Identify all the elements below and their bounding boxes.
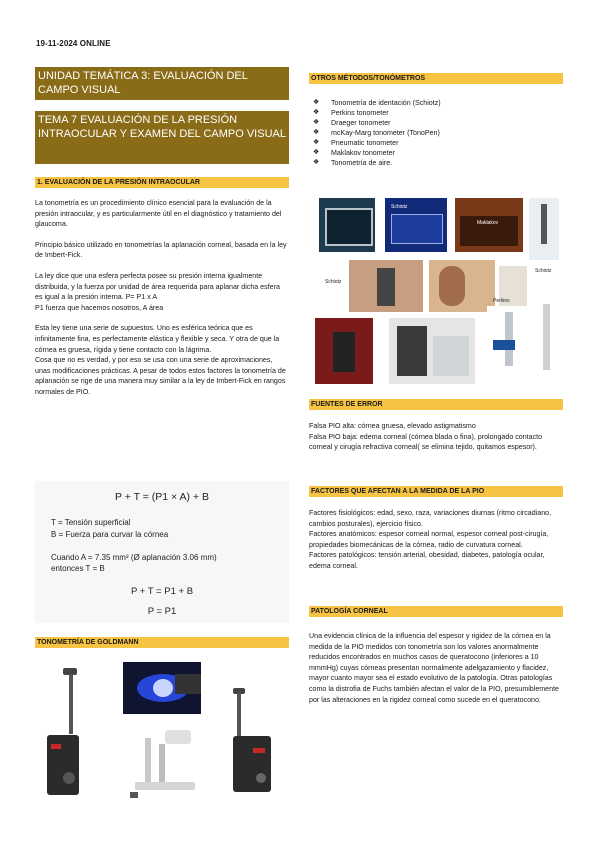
- photo-perkins: [487, 306, 529, 384]
- section-heading-factores: FACTORES QUE AFECTAN A LA MEDIDA DE LA PIO: [309, 486, 563, 497]
- imbert-fick-formula: [35, 481, 289, 623]
- list-item: ❖ Tonometría de aire.: [313, 158, 563, 168]
- photo-label: Schiotz: [391, 204, 408, 210]
- paragraph: La ley dice que una esfera perfecta posee su presión interna igualmente distribuida, y la fuerza por unidad de área requerida para aplanar dicha esfera es igual a la presión interna. P= P1 x A: [35, 271, 280, 302]
- paragraph: Factores patológicos: tensión arterial, obesidad, diabetes, patología ocular, edema corneal.: [309, 551, 545, 570]
- paragraph: Falsa PIO baja: edema corneal (córnea blada o fina), prolongado contacto corneal y cirugía refractiva corneal( se elimina tejido, quitamos espesor).: [309, 432, 543, 452]
- section-heading-patologia: PATOLOGÍA CORNEAL: [309, 606, 563, 617]
- section-heading-pio: 1. EVALUACIÓN DE LA PRESIÓN INTRAOCULAR: [35, 177, 289, 188]
- goldmann-illustration: [35, 660, 289, 800]
- list-item: ❖ Pneumatic tonometer: [313, 138, 563, 148]
- list-item: ❖ mcKay-Marg tonometer (TonoPen): [313, 128, 563, 138]
- photo-maklakov-box: [455, 198, 523, 252]
- section-heading-fuentes: FUENTES DE ERROR: [309, 399, 563, 410]
- list-item: ❖ Tonometría de identación (Schiotz): [313, 98, 563, 108]
- date-header: 19-11-2024 ONLINE: [36, 39, 111, 48]
- list-item: ❖ Maklakov tonometer: [313, 148, 563, 158]
- section-heading-goldmann: TONOMETRÍA DE GOLDMANN: [35, 637, 289, 648]
- photo-pneumatic: [315, 318, 373, 384]
- photo-schiotz-device: [529, 198, 559, 260]
- photo-label: Schiotz: [535, 268, 552, 274]
- paragraph: Esta ley tiene una serie de supuestos. Uno es esférica teórica que es infinitamente fina, es perfectamente elástica y flexible y seca. Y otra de que la córnea es gruesa, rígida y tiene contacto con la lágrima.: [35, 324, 280, 354]
- photo-tonopen: [533, 300, 559, 380]
- formula-eq3: P = P1: [147, 606, 177, 617]
- topic-title: TEMA 7 EVALUACIÓN DE LA PRESIÓN INTRAOCULAR Y EXAMEN DEL CAMPO VISUAL: [35, 111, 289, 164]
- goldmann-photo-collage: [35, 660, 289, 800]
- paragraph: Falsa PIO alta: córnea gruesa, elevado astigmatismo: [309, 422, 476, 430]
- photo-label: Schiotz: [325, 279, 342, 285]
- paragraph: Una evidencia clínica de la influencia del espesor y rigidez de la córnea en la medida de la PIO medidos con tonometría son los valores anormalmente reducidos encontrados en muchos casos de queratocono (inferiores a 10 mmmHg) cuyas córneas presentan normalmente adelgazamiento y flacidez, mayor cuanto mayor sea el estado evolutivo de la patología. Otras patologías como la distrofia de Fuchs también afectan el valor de la PIO, presumiblemente por las alteraciones en la rigidez corneal como sucede en el queratocono.: [309, 632, 559, 704]
- photo-patient: [429, 260, 495, 312]
- paragraph: Factores anatómicos: espesor corneal normal, espesor corneal post-cirugía, propiedades biomecánicas de la córnea, radio de curvatura corneal.: [309, 530, 549, 549]
- formula-conclusion: entonces T = B: [51, 564, 105, 573]
- factores-body: [309, 508, 565, 572]
- formula-t-definition: T = Tensión superficial: [51, 518, 131, 527]
- paragraph: Factores fisiológicos: edad, sexo, raza, variaciones diurnas (ritmo circadiano, cambios posturales), ejercicio físico.: [309, 509, 552, 528]
- paragraph: La tonometría es un procedimiento clínico esencial para la evaluación de la presión intraocular, y es particularmente útil en el diagnóstico y tratamiento del glaucoma.: [35, 199, 282, 229]
- list-item: ❖ Draeger tonometer: [313, 118, 563, 128]
- fuentes-body: [309, 421, 565, 453]
- list-item: ❖ Perkins tonometer: [313, 108, 563, 118]
- paragraph: P1 fuerza que hacemos nosotros, A área: [35, 303, 164, 312]
- paragraph: Cosa que no es verdad, y por eso se usa con una serie de aproximaciones, unas modificaciones prácticas. A pesar de todos estos factores la tonometría de aplanación se rige de una manera muy similar a la ley de Imbert-Fick en rangos normales de PIO.: [35, 356, 286, 396]
- photo-label: Maklakov: [477, 220, 499, 226]
- formula-eq2: P + T = P1 + B: [130, 586, 194, 597]
- photo-air-tonometer: [389, 318, 475, 384]
- photo-case: [319, 198, 375, 252]
- tonometers-photo-collage: [309, 192, 563, 388]
- photo-label: Perkins: [493, 298, 510, 304]
- patologia-body: [309, 631, 565, 705]
- formula-b-definition: B = Fuerza para curvar la córnea: [51, 530, 169, 539]
- section-heading-otros: OTROS MÉTODOS/TONÓMETROS: [309, 73, 563, 84]
- unit-title: UNIDAD TEMÁTICA 3: EVALUACIÓN DEL CAMPO VISUAL: [35, 67, 289, 100]
- photo-schiotz-box: [385, 198, 447, 252]
- photo-schiotz-use: [349, 260, 423, 312]
- paragraph: Principio básico utilizado en tonometrías la aplanación corneal, basada en la ley de Imbert-Fick.: [35, 240, 287, 260]
- formula-condition: Cuando A = 7.35 mm² (Ø aplanación 3.06 mm): [51, 553, 217, 562]
- section-pio-body: [35, 198, 289, 398]
- tonometer-list: [313, 98, 563, 168]
- formula-main: P + T = (P1 × A) + B: [115, 491, 209, 503]
